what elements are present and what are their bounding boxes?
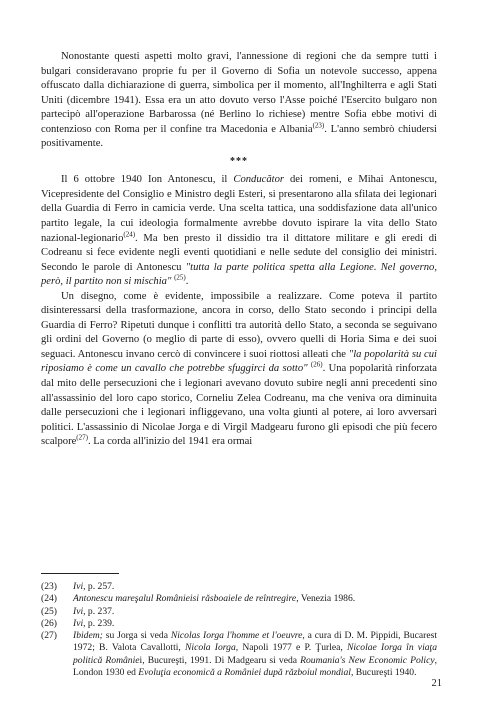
- body-text: [41, 50, 437, 450]
- text-run: dei romeni, e Mihai Antonescu, Vicepresidente del Consiglio e Ministro degli Esteri, si presentarono alla sfilata dei legionari della Guardia di Ferro in camicia verde. Una scelta tattica, una soddisfazione data all'unico partito legale, la cui ideologia formalmente avrebbe dovuto ispirare la vita dello Stato nazional-legionario: [41, 174, 437, 244]
- paragraph: [41, 290, 437, 450]
- italic-text: Nicolas Iorga l'homme et l'oeuvre: [170, 630, 303, 642]
- section-separator: ***: [230, 155, 248, 167]
- italic-text: Roumania's New Economic Policy: [300, 654, 435, 666]
- footnote-text: [73, 606, 114, 617]
- italic-text: "tutta la parte politica spetta alla Legione. Nel governo, però, il partito non si mischia": [41, 261, 437, 288]
- footnote: [41, 606, 437, 618]
- footnote-number: (23): [41, 581, 57, 592]
- footnote-ref: (25): [174, 273, 186, 282]
- italic-text: Antonescu mareşalul Românieisi răsboaiele de reîntregire: [73, 593, 297, 605]
- text-run: , London 1930 ed: [73, 654, 438, 679]
- text-run: Il 6 ottobre 1940 Ion Antonescu, il: [61, 174, 234, 186]
- page-number: 21: [431, 678, 442, 689]
- footnote: [41, 618, 437, 630]
- text-run: , Napoli 1977 e P. Ţurlea,: [235, 642, 347, 654]
- text-run: . La corda all'inizio del 1941 era ormai: [87, 436, 253, 448]
- italic-text: Ibidem;: [73, 630, 103, 642]
- paragraph: [41, 50, 437, 152]
- footnote-number: (24): [41, 593, 57, 605]
- text-run: , p. 237.: [83, 605, 115, 617]
- italic-text: Ivi: [73, 605, 84, 617]
- text-run: su Jorga si veda: [102, 630, 171, 642]
- footnote-text: [73, 618, 114, 629]
- footnote-ref: (26): [310, 360, 323, 369]
- footnote-number: (27): [41, 630, 57, 642]
- text-run: Un disegno, come è evidente, impossibile a realizzare. Come poteva il partito disinteressarsi della trasformazione, ancora in corso, dello Stato secondo i principi della Guardia di Ferro? Ripetuti dunque i conflitti tra autorità dello Stato, a seconda se seguivano gli ordini del Governo (o meglio di parte di esso), ovvero quelli di Horia Sima e dei suoi seguaci. Antonescu invano cercò di convincere i suoi riottosi alleati che: [41, 290, 437, 360]
- italic-text: Evoluţia economică a României după războiul mondial: [138, 667, 351, 679]
- italic-text: "la popolarità su cui riposiamo è come un cavallo che potrebbe sfuggirci da sotto": [41, 348, 437, 375]
- footnotes: [41, 581, 437, 679]
- footnote: [41, 593, 437, 605]
- text-run: , Bucureşti 1940.: [350, 667, 417, 679]
- italic-text: Conducător: [233, 174, 284, 186]
- footnote-ref: (24): [123, 230, 136, 239]
- italic-text: Ivi: [73, 581, 84, 592]
- footnote-number: (26): [41, 617, 57, 629]
- footnote-ref: (27): [76, 433, 88, 442]
- footnote-text: [73, 581, 114, 592]
- text-run: Nonostante questi aspetti molto gravi, l'annessione di regioni che da sempre tutti i bulgari consideravano proprie fu per il Governo di Sofia un notevole successo, appena offuscato dalla dichiarazione di guerra, simbolica per il momento, all'Inghilterra e agli Stati Uniti (dicembre 1941). Essa era un atto dovuto verso l'Asse poiché l'Esercito bulgaro non partecipò all'operazione Barbarossa (né Berlino lo richiese) mentre Sofia ebbe motivi di contenzioso con Roma per il confine tra Macedonia e Albania: [41, 51, 437, 135]
- footnote: [41, 630, 437, 679]
- italic-text: Ivi: [73, 617, 84, 629]
- paragraph: [41, 173, 437, 289]
- text-run: i, Bucureşti, 1991. Di Madgearu si veda: [139, 654, 301, 666]
- text-run: . Ma ben presto il dissidio tra il dittatore militare e gli eredi di Codreanu si fece evidente negli eventi quotidiani e nelle sedute del consiglio dei ministri. Secondo le parole di Antonescu: [41, 232, 437, 273]
- footnote-text: [73, 630, 437, 678]
- italic-text: Nicolae Iorga în viaţa politică Românie: [73, 642, 437, 666]
- text-run: . L'anno sembrò chiudersi positivamente.: [41, 123, 437, 150]
- text-run: , p. 239.: [83, 617, 115, 629]
- footnote-text: [73, 593, 355, 604]
- footnote-ref: (23): [312, 121, 325, 130]
- footnote-rule: [41, 573, 119, 574]
- footnote-number: (25): [41, 605, 57, 617]
- text-run: , p. 257.: [83, 581, 115, 592]
- text-run: , a cura di D. M. Pippidi, Bucarest 1972; B. Valota Cavallotti,: [73, 630, 438, 654]
- text-run: .: [185, 276, 189, 288]
- italic-text: Nicola Iorga: [185, 642, 236, 654]
- text-run: , Venezia 1986.: [296, 593, 356, 605]
- footnote: [41, 581, 437, 593]
- text-run: . Una popolarità rinforzata dal mito delle persecuzioni che i legionari avevano dovuto subire negli anni precedenti sino all'assassinio del loro capo storico, Corneliu Zelea Codreanu, ma che veniva ora diminuita dalle persecuzioni che i legionari infliggevano, una volta giunti al potere, ai loro avversari politici. L'assassinio di Nicolae Jorga e di Virgil Madgearu furono gli episodi che più fecero scalpore: [41, 363, 437, 448]
